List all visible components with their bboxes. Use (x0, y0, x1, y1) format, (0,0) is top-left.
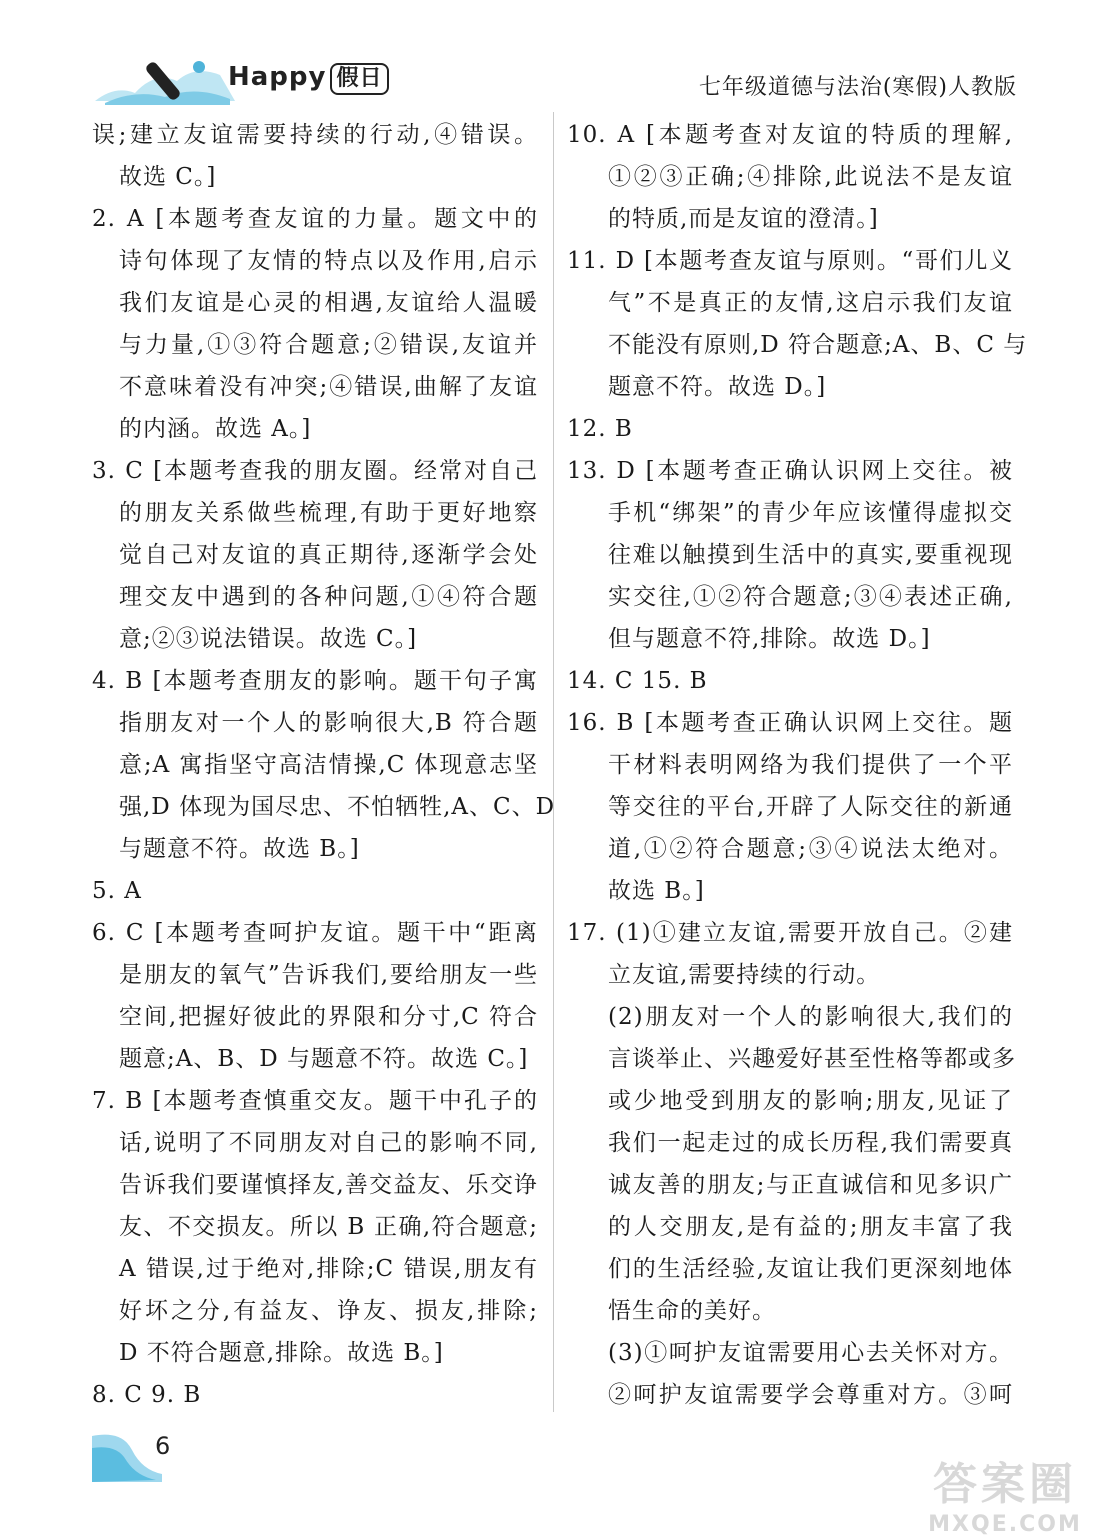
answer-line: 不意味着没有冲突;④错误,曲解了友谊 (119, 374, 538, 400)
answer-line: 或少地受到朋友的影响;朋友,见证了 (608, 1088, 1013, 1114)
answer-line: 16. B [本题考查正确认识网上交往。题 (567, 710, 1013, 736)
answer-line: 干材料表明网络为我们提供了一个平 (608, 752, 1013, 778)
answer-line: 话,说明了不同朋友对自己的影响不同, (119, 1130, 538, 1156)
answer-line: 我们友谊是心灵的相遇,友谊给人温暖 (119, 290, 538, 316)
left-column (92, 114, 556, 1416)
answer-line: 2. A [本题考查友谊的力量。题文中的 (92, 206, 538, 232)
answer-line: 8. C 9. B (92, 1382, 202, 1408)
page-header (0, 0, 1099, 110)
column-divider (553, 112, 554, 1412)
answer-line: 我们一起走过的成长历程,我们需要真 (608, 1130, 1013, 1156)
footer-wave-icon (92, 1430, 162, 1482)
answer-line: 11. D [本题考查友谊与原则。“哥们儿义 (567, 248, 1013, 274)
answer-line: (3)①呵护友谊需要用心去关怀对方。 (608, 1340, 1013, 1366)
answer-line: 17. (1)①建立友谊,需要开放自己。②建 (567, 920, 1013, 946)
answer-line: 觉自己对友谊的真正期待,逐渐学会处 (119, 542, 538, 568)
answer-line: 6. C [本题考查呵护友谊。题干中“距离 (92, 920, 538, 946)
answer-line: 们的生活经验,友谊让我们更深刻地体 (608, 1256, 1013, 1282)
answer-line: 误;建立友谊需要持续的行动,④错误。 (92, 122, 538, 148)
answer-line: 题意不符。故选 D。] (608, 374, 827, 400)
watermark-line1: 答案圈 (933, 1459, 1077, 1510)
answer-line: 4. B [本题考查朋友的影响。题干句子寓 (92, 668, 538, 694)
answer-line: 悟生命的美好。 (608, 1298, 776, 1324)
logo-text: Happy (228, 62, 327, 92)
answer-line: 3. C [本题考查我的朋友圈。经常对自己 (92, 458, 538, 484)
answer-line: 往难以触摸到生活中的真实,要重视现 (608, 542, 1013, 568)
answer-line: 题意;A、B、D 与题意不符。故选 C。] (119, 1046, 529, 1072)
answer-line: A 错误,过于绝对,排除;C 错误,朋友有 (119, 1256, 538, 1282)
answer-line: 道,①②符合题意;③④说法太绝对。 (608, 836, 1013, 862)
answer-line: 意;②③说法错误。故选 C。] (119, 626, 418, 652)
answer-line: 7. B [本题考查慎重交友。题干中孔子的 (92, 1088, 538, 1114)
answer-line: 实交往,①②符合题意;③④表述正确, (608, 584, 1013, 610)
answer-line: 但与题意不符,排除。故选 D。] (608, 626, 931, 652)
answer-line: ①②③正确;④排除,此说法不是友谊 (608, 164, 1013, 190)
answer-line: 言谈举止、兴趣爱好甚至性格等都或多 (608, 1046, 1016, 1072)
answer-line: 诚友善的朋友;与正直诚信和见多识广 (608, 1172, 1013, 1198)
answer-line: 13. D [本题考查正确认识网上交往。被 (567, 458, 1013, 484)
answer-line: 等交往的平台,开辟了人际交往的新通 (608, 794, 1013, 820)
answer-line: 诗句体现了友情的特点以及作用,启示 (119, 248, 538, 274)
mountain-wave-icon (95, 55, 235, 107)
book-title: 七年级道德与法治(寒假)人教版 (698, 75, 1017, 100)
logo (228, 62, 389, 95)
answer-line: 气”不是真正的友情,这启示我们友谊 (608, 290, 1013, 316)
answer-line: 的人交朋友,是有益的;朋友丰富了我 (608, 1214, 1013, 1240)
answer-line: 14. C 15. B (567, 668, 708, 694)
answer-line: 的朋友关系做些梳理,有助于更好地察 (119, 500, 538, 526)
answer-line: 的特质,而是友谊的澄清。] (608, 206, 879, 232)
answer-line: ②呵护友谊需要学会尊重对方。③呵 (608, 1382, 1013, 1408)
answer-line: 好坏之分,有益友、诤友、损友,排除; (119, 1298, 538, 1324)
answer-line: 是朋友的氧气”告诉我们,要给朋友一些 (119, 962, 538, 988)
answer-line: 故选 B。] (608, 878, 705, 904)
answer-line: 不能没有原则,D 符合题意;A、B、C 与 (608, 332, 1028, 358)
answer-line: 与力量,①③符合题意;②错误,友谊并 (119, 332, 538, 358)
answer-line: 与题意不符。故选 B。] (119, 836, 360, 862)
answer-line: 友、不交损友。所以 B 正确,符合题意; (119, 1214, 538, 1240)
answer-line: D 不符合题意,排除。故选 B。] (119, 1340, 444, 1366)
answer-line: 10. A [本题考查对友谊的特质的理解, (567, 122, 1013, 148)
answer-line: 12. B (567, 416, 633, 442)
answer-line: (2)朋友对一个人的影响很大,我们的 (608, 1004, 1013, 1030)
answer-line: 手机“绑架”的青少年应该懂得虚拟交 (608, 500, 1013, 526)
answer-line: 理交友中遇到的各种问题,①④符合题 (119, 584, 538, 610)
right-column (567, 114, 1028, 1416)
answer-line: 空间,把握好彼此的界限和分寸,C 符合 (119, 1004, 538, 1030)
logo-box: 假日 (330, 63, 388, 95)
answer-line: 指朋友对一个人的影响很大,B 符合题 (119, 710, 538, 736)
watermark-line2: MXQE.COM (928, 1512, 1082, 1537)
answer-line: 强,D 体现为国尽忠、不怕牺牲,A、C、D (119, 794, 556, 820)
answer-line: 告诉我们要谨慎择友,善交益友、乐交诤 (119, 1172, 538, 1198)
answer-line: 故选 C。] (119, 164, 217, 190)
watermark (925, 1448, 1085, 1537)
page-number: 6 (155, 1432, 171, 1460)
answer-line: 5. A (92, 878, 142, 904)
answer-line: 意;A 寓指坚守高洁情操,C 体现意志坚 (119, 752, 538, 778)
answer-line: 的内涵。故选 A。] (119, 416, 312, 442)
answer-line: 立友谊,需要持续的行动。 (608, 962, 881, 988)
